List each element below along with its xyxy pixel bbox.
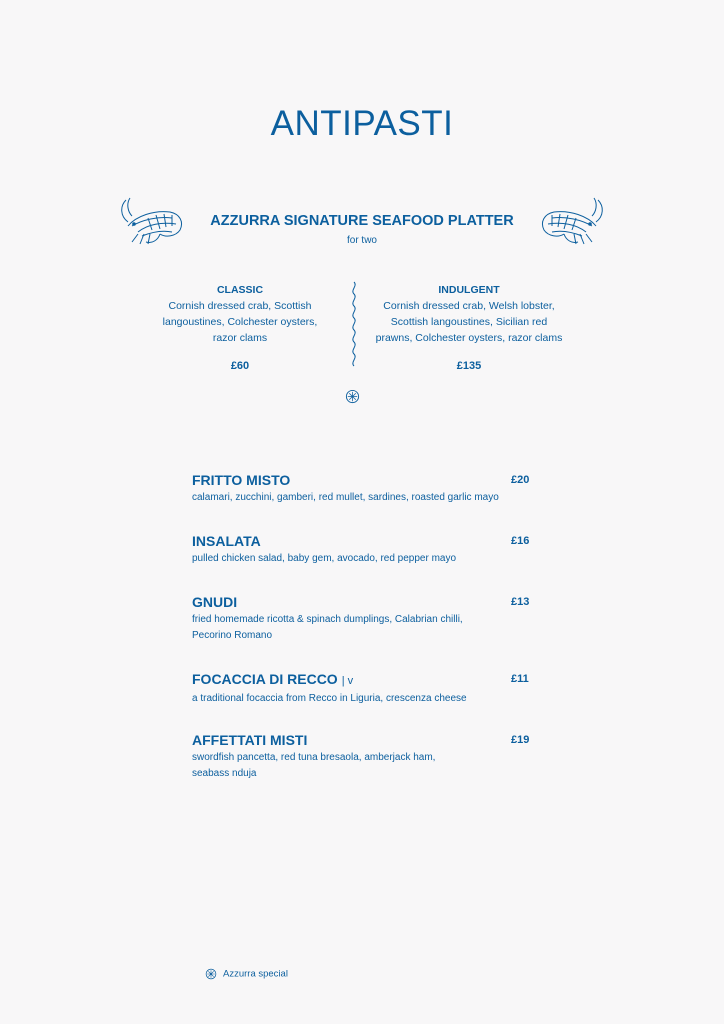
azzurra-special-icon <box>345 389 360 404</box>
classic-price: £60 <box>230 360 250 372</box>
indulgent-line: Cornish dressed crab, Welsh lobster, <box>383 300 555 312</box>
item-description <box>192 750 502 782</box>
item-description-line: Pecorino Romano <box>192 630 273 641</box>
item-description <box>192 612 502 644</box>
item-name: FRITTO MISTO <box>192 472 291 488</box>
menu-item-insalata <box>192 533 537 567</box>
item-description-line: fried homemade ricotta & spinach dumplings, Calabrian chilli, <box>192 614 463 625</box>
item-description-line: seabass nduja <box>192 768 257 779</box>
indulgent-label: INDULGENT <box>438 284 500 296</box>
classic-label: CLASSIC <box>216 284 264 296</box>
item-name <box>192 671 537 689</box>
item-description-line: calamari, zucchini, gamberi, red mullet, sardines, roasted garlic mayo <box>192 492 499 503</box>
classic-description <box>145 298 335 346</box>
page-title: ANTIPASTI <box>270 104 454 143</box>
footer-legend <box>205 968 288 980</box>
item-price: £19 <box>511 734 530 746</box>
menu-item-gnudi <box>192 594 537 644</box>
item-price: £11 <box>511 673 529 685</box>
menu-item-affettati-misti <box>192 732 537 782</box>
indulgent-line: Scottish langoustines, Sicilian red <box>390 316 548 328</box>
item-name: INSALATA <box>192 533 261 549</box>
item-description <box>192 490 502 506</box>
item-price: £16 <box>511 535 530 547</box>
classic-line: Cornish dressed crab, Scottish <box>168 300 312 312</box>
indulgent-line: prawns, Colchester oysters, razor clams <box>375 332 563 344</box>
classic-line: razor clams <box>212 332 268 344</box>
signature-platter-title: AZZURRA SIGNATURE SEAFOOD PLATTER <box>210 213 514 229</box>
item-description <box>192 551 502 567</box>
azzurra-special-icon <box>205 968 217 980</box>
classic-platter <box>145 282 335 374</box>
menu-item-fritto-misto <box>192 472 537 506</box>
item-description-line: pulled chicken salad, baby gem, avocado, red pepper mayo <box>192 553 457 564</box>
signature-platter-subtitle: for two <box>346 235 377 246</box>
item-name-text: FOCACCIA DI RECCO <box>192 671 338 687</box>
indulgent-price: £135 <box>456 360 482 372</box>
indulgent-description <box>374 298 564 346</box>
item-name: GNUDI <box>192 594 238 610</box>
menu-item-focaccia-di-recco <box>192 671 537 707</box>
item-price: £13 <box>511 596 530 608</box>
wavy-divider-icon <box>346 280 362 370</box>
item-description-line: swordfish pancetta, red tuna bresaola, amberjack ham, <box>192 752 436 763</box>
item-name: AFFETTATI MISTI <box>192 732 308 748</box>
classic-line: langoustines, Colchester oysters, <box>162 316 318 328</box>
indulgent-platter <box>374 282 564 374</box>
footer-legend-text: Azzurra special <box>223 968 288 980</box>
item-description-line: a traditional focaccia from Recco in Liguria, crescenza cheese <box>192 693 467 704</box>
vegetarian-tag: | v <box>341 675 354 687</box>
item-price: £20 <box>511 474 530 486</box>
item-description <box>192 691 502 707</box>
